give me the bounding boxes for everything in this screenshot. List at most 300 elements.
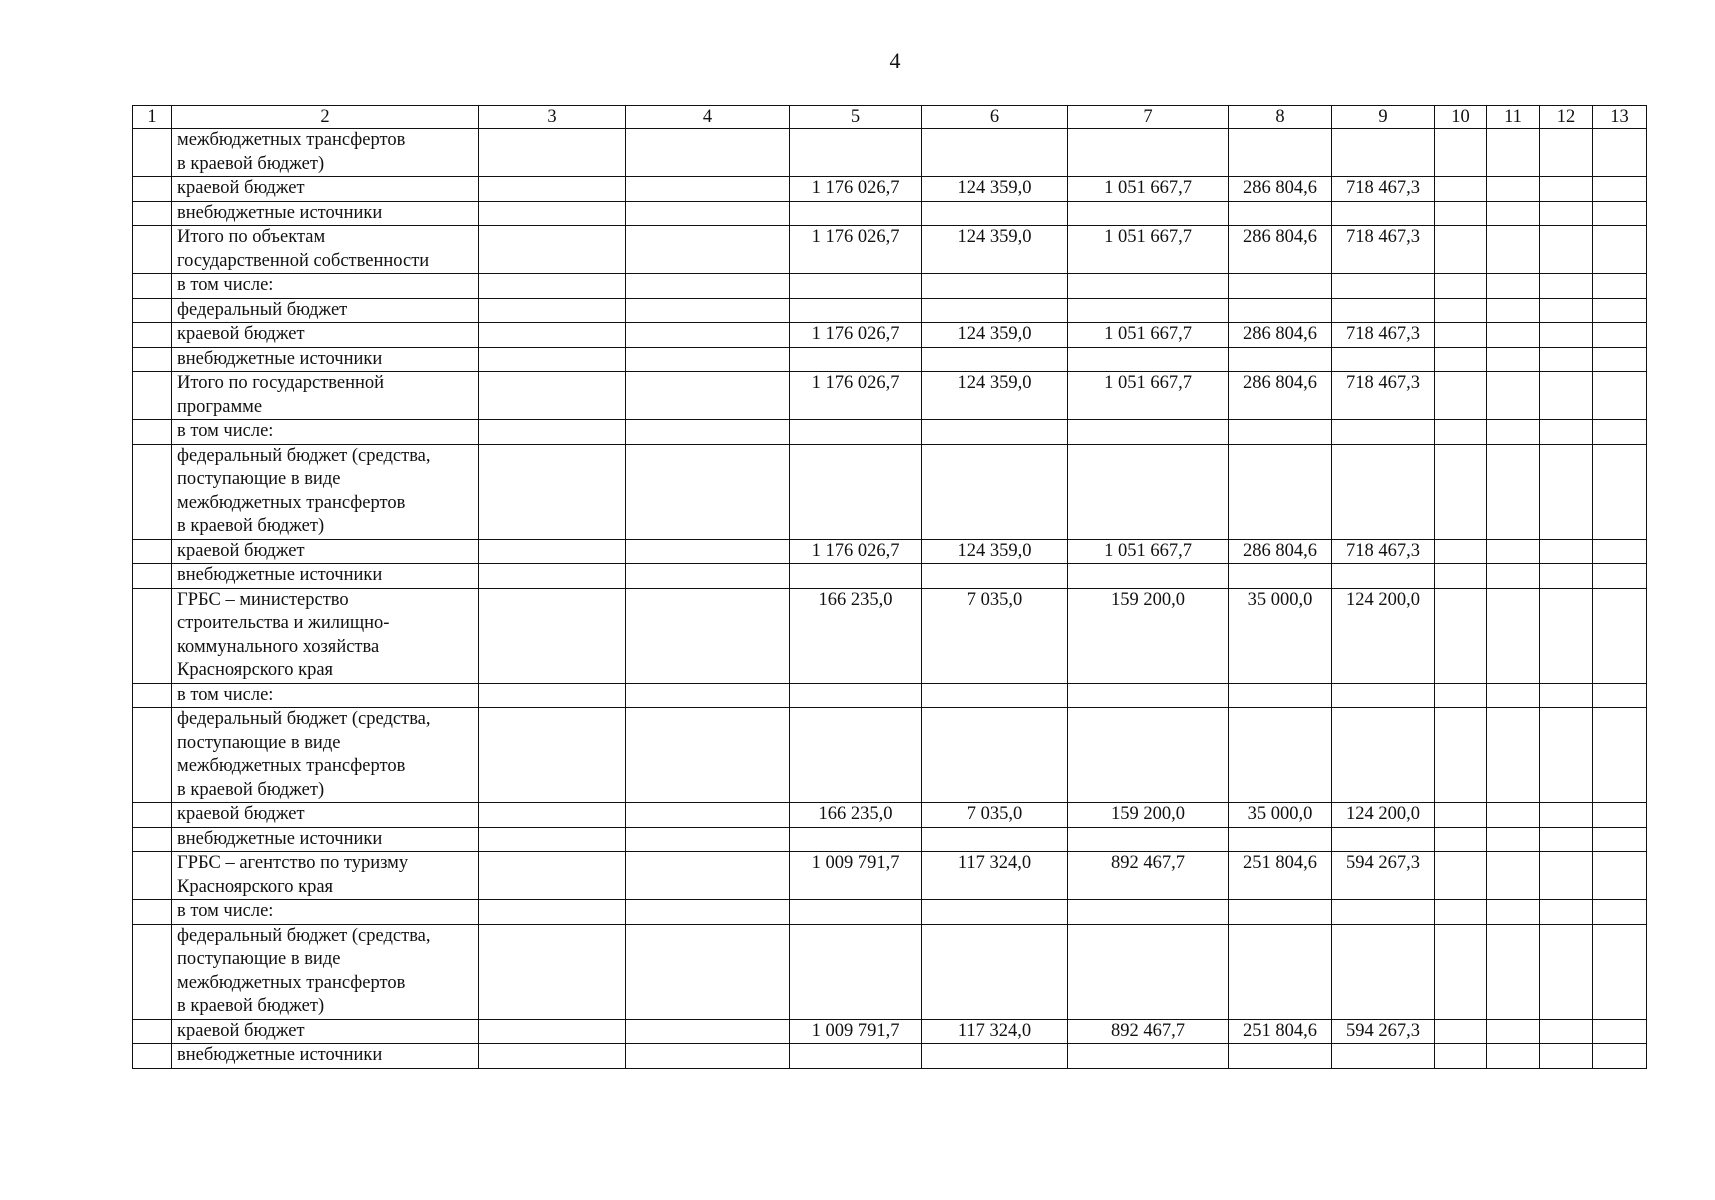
value-col-7 bbox=[1068, 420, 1229, 445]
value-col-6: 117 324,0 bbox=[922, 852, 1068, 900]
empty-cell-col-3 bbox=[479, 274, 626, 299]
empty-cell-col-4 bbox=[626, 803, 790, 828]
empty-cell-col-4 bbox=[626, 323, 790, 348]
empty-cell-col-13 bbox=[1593, 539, 1647, 564]
empty-cell-col-11 bbox=[1487, 201, 1540, 226]
column-number-3: 3 bbox=[479, 106, 626, 129]
value-col-7 bbox=[1068, 683, 1229, 708]
row-number-cell bbox=[133, 564, 172, 589]
empty-cell-col-4 bbox=[626, 444, 790, 539]
row-number-cell bbox=[133, 708, 172, 803]
empty-cell-col-4 bbox=[626, 372, 790, 420]
column-number-12: 12 bbox=[1540, 106, 1593, 129]
empty-cell-col-3 bbox=[479, 708, 626, 803]
table-row bbox=[133, 347, 1647, 372]
empty-cell-col-13 bbox=[1593, 372, 1647, 420]
value-col-8: 286 804,6 bbox=[1229, 539, 1332, 564]
value-col-8 bbox=[1229, 347, 1332, 372]
empty-cell-col-10 bbox=[1435, 323, 1487, 348]
value-col-5 bbox=[790, 564, 922, 589]
empty-cell-col-4 bbox=[626, 298, 790, 323]
row-number-cell bbox=[133, 900, 172, 925]
empty-cell-col-10 bbox=[1435, 827, 1487, 852]
row-label: краевой бюджет bbox=[172, 177, 479, 202]
table-body bbox=[133, 129, 1647, 1069]
empty-cell-col-12 bbox=[1540, 129, 1593, 177]
empty-cell-col-3 bbox=[479, 539, 626, 564]
value-col-7: 1 051 667,7 bbox=[1068, 226, 1229, 274]
table-row bbox=[133, 539, 1647, 564]
value-col-9 bbox=[1332, 298, 1435, 323]
row-number-cell bbox=[133, 347, 172, 372]
value-col-9: 718 467,3 bbox=[1332, 539, 1435, 564]
empty-cell-col-4 bbox=[626, 564, 790, 589]
empty-cell-col-4 bbox=[626, 588, 790, 683]
empty-cell-col-13 bbox=[1593, 683, 1647, 708]
value-col-8: 286 804,6 bbox=[1229, 372, 1332, 420]
empty-cell-col-4 bbox=[626, 1044, 790, 1069]
table-row bbox=[133, 372, 1647, 420]
table-row bbox=[133, 323, 1647, 348]
empty-cell-col-3 bbox=[479, 372, 626, 420]
value-col-5: 1 176 026,7 bbox=[790, 372, 922, 420]
value-col-8 bbox=[1229, 201, 1332, 226]
value-col-6 bbox=[922, 708, 1068, 803]
empty-cell-col-4 bbox=[626, 708, 790, 803]
value-col-7 bbox=[1068, 129, 1229, 177]
empty-cell-col-13 bbox=[1593, 201, 1647, 226]
empty-cell-col-11 bbox=[1487, 900, 1540, 925]
empty-cell-col-13 bbox=[1593, 564, 1647, 589]
empty-cell-col-11 bbox=[1487, 444, 1540, 539]
empty-cell-col-13 bbox=[1593, 129, 1647, 177]
row-label: федеральный бюджет bbox=[172, 298, 479, 323]
value-col-5 bbox=[790, 129, 922, 177]
empty-cell-col-12 bbox=[1540, 683, 1593, 708]
value-col-9 bbox=[1332, 564, 1435, 589]
row-label: федеральный бюджет (средства, поступающие в виде межбюджетных трансфертов в краевой бюджет) bbox=[172, 444, 479, 539]
empty-cell-col-11 bbox=[1487, 323, 1540, 348]
empty-cell-col-4 bbox=[626, 420, 790, 445]
empty-cell-col-11 bbox=[1487, 1044, 1540, 1069]
value-col-7 bbox=[1068, 708, 1229, 803]
empty-cell-col-11 bbox=[1487, 588, 1540, 683]
empty-cell-col-10 bbox=[1435, 177, 1487, 202]
table-row bbox=[133, 177, 1647, 202]
empty-cell-col-11 bbox=[1487, 372, 1540, 420]
value-col-6: 7 035,0 bbox=[922, 588, 1068, 683]
value-col-7: 159 200,0 bbox=[1068, 803, 1229, 828]
empty-cell-col-11 bbox=[1487, 924, 1540, 1019]
empty-cell-col-11 bbox=[1487, 274, 1540, 299]
empty-cell-col-10 bbox=[1435, 226, 1487, 274]
empty-cell-col-13 bbox=[1593, 323, 1647, 348]
value-col-5: 1 176 026,7 bbox=[790, 539, 922, 564]
value-col-5 bbox=[790, 708, 922, 803]
row-label: Итого по объектам государственной собственности bbox=[172, 226, 479, 274]
empty-cell-col-10 bbox=[1435, 201, 1487, 226]
value-col-7: 1 051 667,7 bbox=[1068, 372, 1229, 420]
empty-cell-col-12 bbox=[1540, 539, 1593, 564]
value-col-8: 251 804,6 bbox=[1229, 1019, 1332, 1044]
value-col-9: 718 467,3 bbox=[1332, 226, 1435, 274]
value-col-7: 892 467,7 bbox=[1068, 852, 1229, 900]
empty-cell-col-13 bbox=[1593, 298, 1647, 323]
empty-cell-col-3 bbox=[479, 924, 626, 1019]
value-col-9 bbox=[1332, 444, 1435, 539]
empty-cell-col-3 bbox=[479, 420, 626, 445]
value-col-8: 35 000,0 bbox=[1229, 803, 1332, 828]
table-row bbox=[133, 1019, 1647, 1044]
empty-cell-col-13 bbox=[1593, 347, 1647, 372]
row-number-cell bbox=[133, 1044, 172, 1069]
value-col-7 bbox=[1068, 924, 1229, 1019]
empty-cell-col-3 bbox=[479, 900, 626, 925]
empty-cell-col-10 bbox=[1435, 347, 1487, 372]
empty-cell-col-12 bbox=[1540, 827, 1593, 852]
row-label: внебюджетные источники bbox=[172, 1044, 479, 1069]
empty-cell-col-11 bbox=[1487, 347, 1540, 372]
table-row bbox=[133, 444, 1647, 539]
column-number-2: 2 bbox=[172, 106, 479, 129]
value-col-5: 166 235,0 bbox=[790, 803, 922, 828]
empty-cell-col-10 bbox=[1435, 444, 1487, 539]
value-col-7 bbox=[1068, 201, 1229, 226]
row-number-cell bbox=[133, 539, 172, 564]
row-number-cell bbox=[133, 201, 172, 226]
value-col-7 bbox=[1068, 827, 1229, 852]
empty-cell-col-12 bbox=[1540, 852, 1593, 900]
table-row bbox=[133, 683, 1647, 708]
table-row bbox=[133, 924, 1647, 1019]
empty-cell-col-12 bbox=[1540, 226, 1593, 274]
row-number-cell bbox=[133, 177, 172, 202]
empty-cell-col-10 bbox=[1435, 564, 1487, 589]
table-row bbox=[133, 1044, 1647, 1069]
column-number-1: 1 bbox=[133, 106, 172, 129]
column-number-13: 13 bbox=[1593, 106, 1647, 129]
row-label: в том числе: bbox=[172, 420, 479, 445]
row-label: федеральный бюджет (средства, поступающие в виде межбюджетных трансфертов в краевой бюджет) bbox=[172, 708, 479, 803]
empty-cell-col-10 bbox=[1435, 924, 1487, 1019]
row-label: ГРБС – агентство по туризму Красноярского края bbox=[172, 852, 479, 900]
empty-cell-col-13 bbox=[1593, 274, 1647, 299]
empty-cell-col-4 bbox=[626, 177, 790, 202]
empty-cell-col-4 bbox=[626, 827, 790, 852]
empty-cell-col-3 bbox=[479, 1019, 626, 1044]
column-number-8: 8 bbox=[1229, 106, 1332, 129]
empty-cell-col-10 bbox=[1435, 708, 1487, 803]
row-label: ГРБС – министерство строительства и жилищно- коммунального хозяйства Красноярского края bbox=[172, 588, 479, 683]
empty-cell-col-4 bbox=[626, 900, 790, 925]
table-row bbox=[133, 564, 1647, 589]
value-col-8 bbox=[1229, 683, 1332, 708]
value-col-5 bbox=[790, 274, 922, 299]
value-col-9 bbox=[1332, 1044, 1435, 1069]
value-col-6 bbox=[922, 924, 1068, 1019]
row-number-cell bbox=[133, 588, 172, 683]
row-label: в том числе: bbox=[172, 274, 479, 299]
empty-cell-col-4 bbox=[626, 539, 790, 564]
empty-cell-col-3 bbox=[479, 564, 626, 589]
value-col-5 bbox=[790, 298, 922, 323]
empty-cell-col-11 bbox=[1487, 708, 1540, 803]
table-row bbox=[133, 298, 1647, 323]
empty-cell-col-13 bbox=[1593, 827, 1647, 852]
value-col-6: 124 359,0 bbox=[922, 372, 1068, 420]
value-col-5: 1 176 026,7 bbox=[790, 226, 922, 274]
row-number-cell bbox=[133, 298, 172, 323]
row-label: в том числе: bbox=[172, 900, 479, 925]
empty-cell-col-12 bbox=[1540, 900, 1593, 925]
empty-cell-col-11 bbox=[1487, 539, 1540, 564]
empty-cell-col-11 bbox=[1487, 852, 1540, 900]
value-col-6: 124 359,0 bbox=[922, 323, 1068, 348]
column-number-6: 6 bbox=[922, 106, 1068, 129]
empty-cell-col-11 bbox=[1487, 827, 1540, 852]
empty-cell-col-4 bbox=[626, 852, 790, 900]
value-col-9 bbox=[1332, 347, 1435, 372]
empty-cell-col-11 bbox=[1487, 177, 1540, 202]
value-col-6 bbox=[922, 274, 1068, 299]
value-col-6 bbox=[922, 298, 1068, 323]
table-row bbox=[133, 900, 1647, 925]
value-col-9: 124 200,0 bbox=[1332, 803, 1435, 828]
value-col-5: 1 009 791,7 bbox=[790, 1019, 922, 1044]
value-col-8 bbox=[1229, 298, 1332, 323]
empty-cell-col-12 bbox=[1540, 803, 1593, 828]
value-col-8 bbox=[1229, 564, 1332, 589]
empty-cell-col-3 bbox=[479, 177, 626, 202]
empty-cell-col-13 bbox=[1593, 420, 1647, 445]
row-number-cell bbox=[133, 852, 172, 900]
empty-cell-col-11 bbox=[1487, 564, 1540, 589]
empty-cell-col-12 bbox=[1540, 420, 1593, 445]
empty-cell-col-13 bbox=[1593, 588, 1647, 683]
empty-cell-col-3 bbox=[479, 683, 626, 708]
value-col-6 bbox=[922, 827, 1068, 852]
empty-cell-col-12 bbox=[1540, 347, 1593, 372]
empty-cell-col-10 bbox=[1435, 900, 1487, 925]
value-col-6 bbox=[922, 1044, 1068, 1069]
row-label: краевой бюджет bbox=[172, 1019, 479, 1044]
row-label: краевой бюджет bbox=[172, 323, 479, 348]
value-col-6: 117 324,0 bbox=[922, 1019, 1068, 1044]
empty-cell-col-10 bbox=[1435, 683, 1487, 708]
value-col-9: 594 267,3 bbox=[1332, 1019, 1435, 1044]
empty-cell-col-13 bbox=[1593, 444, 1647, 539]
empty-cell-col-3 bbox=[479, 226, 626, 274]
empty-cell-col-12 bbox=[1540, 924, 1593, 1019]
row-number-cell bbox=[133, 420, 172, 445]
value-col-7 bbox=[1068, 900, 1229, 925]
value-col-8: 35 000,0 bbox=[1229, 588, 1332, 683]
row-number-cell bbox=[133, 129, 172, 177]
value-col-5 bbox=[790, 1044, 922, 1069]
empty-cell-col-4 bbox=[626, 1019, 790, 1044]
value-col-6: 124 359,0 bbox=[922, 226, 1068, 274]
column-number-11: 11 bbox=[1487, 106, 1540, 129]
budget-table bbox=[132, 105, 1647, 1069]
empty-cell-col-12 bbox=[1540, 1044, 1593, 1069]
empty-cell-col-4 bbox=[626, 924, 790, 1019]
row-label: Итого по государственной программе bbox=[172, 372, 479, 420]
value-col-9 bbox=[1332, 683, 1435, 708]
value-col-8 bbox=[1229, 827, 1332, 852]
empty-cell-col-13 bbox=[1593, 1044, 1647, 1069]
value-col-5 bbox=[790, 683, 922, 708]
column-number-9: 9 bbox=[1332, 106, 1435, 129]
empty-cell-col-10 bbox=[1435, 539, 1487, 564]
table-row bbox=[133, 827, 1647, 852]
value-col-6 bbox=[922, 420, 1068, 445]
row-number-cell bbox=[133, 444, 172, 539]
value-col-5: 1 009 791,7 bbox=[790, 852, 922, 900]
page-number: 4 bbox=[889, 48, 901, 73]
value-col-9: 718 467,3 bbox=[1332, 372, 1435, 420]
value-col-5: 166 235,0 bbox=[790, 588, 922, 683]
row-number-cell bbox=[133, 372, 172, 420]
empty-cell-col-12 bbox=[1540, 708, 1593, 803]
empty-cell-col-12 bbox=[1540, 564, 1593, 589]
value-col-6: 7 035,0 bbox=[922, 803, 1068, 828]
column-number-row bbox=[133, 106, 1647, 129]
value-col-9 bbox=[1332, 420, 1435, 445]
empty-cell-col-12 bbox=[1540, 444, 1593, 539]
value-col-9 bbox=[1332, 827, 1435, 852]
empty-cell-col-3 bbox=[479, 444, 626, 539]
value-col-8 bbox=[1229, 924, 1332, 1019]
value-col-5 bbox=[790, 900, 922, 925]
empty-cell-col-10 bbox=[1435, 803, 1487, 828]
empty-cell-col-10 bbox=[1435, 1019, 1487, 1044]
table-row bbox=[133, 129, 1647, 177]
row-label: краевой бюджет bbox=[172, 539, 479, 564]
empty-cell-col-3 bbox=[479, 298, 626, 323]
row-label: внебюджетные источники bbox=[172, 347, 479, 372]
empty-cell-col-11 bbox=[1487, 420, 1540, 445]
value-col-6 bbox=[922, 129, 1068, 177]
value-col-8 bbox=[1229, 420, 1332, 445]
empty-cell-col-12 bbox=[1540, 201, 1593, 226]
empty-cell-col-12 bbox=[1540, 1019, 1593, 1044]
value-col-7: 1 051 667,7 bbox=[1068, 539, 1229, 564]
empty-cell-col-13 bbox=[1593, 177, 1647, 202]
empty-cell-col-12 bbox=[1540, 274, 1593, 299]
table-row bbox=[133, 708, 1647, 803]
empty-cell-col-13 bbox=[1593, 708, 1647, 803]
value-col-8 bbox=[1229, 708, 1332, 803]
empty-cell-col-12 bbox=[1540, 177, 1593, 202]
column-number-7: 7 bbox=[1068, 106, 1229, 129]
value-col-6: 124 359,0 bbox=[922, 539, 1068, 564]
value-col-5 bbox=[790, 347, 922, 372]
empty-cell-col-10 bbox=[1435, 129, 1487, 177]
empty-cell-col-11 bbox=[1487, 298, 1540, 323]
value-col-5 bbox=[790, 827, 922, 852]
value-col-8: 251 804,6 bbox=[1229, 852, 1332, 900]
value-col-9 bbox=[1332, 274, 1435, 299]
row-label: внебюджетные источники bbox=[172, 201, 479, 226]
empty-cell-col-3 bbox=[479, 803, 626, 828]
value-col-7 bbox=[1068, 347, 1229, 372]
empty-cell-col-3 bbox=[479, 852, 626, 900]
empty-cell-col-3 bbox=[479, 201, 626, 226]
value-col-6 bbox=[922, 683, 1068, 708]
empty-cell-col-10 bbox=[1435, 420, 1487, 445]
value-col-7: 159 200,0 bbox=[1068, 588, 1229, 683]
value-col-9 bbox=[1332, 924, 1435, 1019]
empty-cell-col-13 bbox=[1593, 803, 1647, 828]
row-label: федеральный бюджет (средства, поступающие в виде межбюджетных трансфертов в краевой бюджет) bbox=[172, 924, 479, 1019]
value-col-5: 1 176 026,7 bbox=[790, 177, 922, 202]
value-col-6 bbox=[922, 444, 1068, 539]
empty-cell-col-11 bbox=[1487, 683, 1540, 708]
empty-cell-col-4 bbox=[626, 274, 790, 299]
value-col-8: 286 804,6 bbox=[1229, 323, 1332, 348]
empty-cell-col-11 bbox=[1487, 129, 1540, 177]
empty-cell-col-4 bbox=[626, 129, 790, 177]
column-number-5: 5 bbox=[790, 106, 922, 129]
value-col-7 bbox=[1068, 298, 1229, 323]
empty-cell-col-3 bbox=[479, 323, 626, 348]
empty-cell-col-3 bbox=[479, 1044, 626, 1069]
value-col-7 bbox=[1068, 444, 1229, 539]
value-col-9 bbox=[1332, 900, 1435, 925]
empty-cell-col-13 bbox=[1593, 226, 1647, 274]
value-col-8: 286 804,6 bbox=[1229, 177, 1332, 202]
table-row bbox=[133, 588, 1647, 683]
value-col-7 bbox=[1068, 274, 1229, 299]
value-col-8 bbox=[1229, 900, 1332, 925]
table-row bbox=[133, 226, 1647, 274]
empty-cell-col-13 bbox=[1593, 900, 1647, 925]
value-col-9 bbox=[1332, 129, 1435, 177]
empty-cell-col-3 bbox=[479, 827, 626, 852]
row-label: в том числе: bbox=[172, 683, 479, 708]
value-col-9 bbox=[1332, 708, 1435, 803]
table-row bbox=[133, 274, 1647, 299]
value-col-8: 286 804,6 bbox=[1229, 226, 1332, 274]
empty-cell-col-12 bbox=[1540, 372, 1593, 420]
row-number-cell bbox=[133, 803, 172, 828]
row-number-cell bbox=[133, 827, 172, 852]
empty-cell-col-10 bbox=[1435, 298, 1487, 323]
row-number-cell bbox=[133, 226, 172, 274]
row-label: краевой бюджет bbox=[172, 803, 479, 828]
value-col-5 bbox=[790, 201, 922, 226]
value-col-6: 124 359,0 bbox=[922, 177, 1068, 202]
value-col-5: 1 176 026,7 bbox=[790, 323, 922, 348]
row-number-cell bbox=[133, 924, 172, 1019]
empty-cell-col-12 bbox=[1540, 588, 1593, 683]
empty-cell-col-13 bbox=[1593, 1019, 1647, 1044]
column-number-10: 10 bbox=[1435, 106, 1487, 129]
empty-cell-col-3 bbox=[479, 588, 626, 683]
empty-cell-col-13 bbox=[1593, 852, 1647, 900]
value-col-5 bbox=[790, 444, 922, 539]
row-label: межбюджетных трансфертов в краевой бюджет) bbox=[172, 129, 479, 177]
value-col-9: 718 467,3 bbox=[1332, 177, 1435, 202]
empty-cell-col-3 bbox=[479, 347, 626, 372]
row-label: внебюджетные источники bbox=[172, 564, 479, 589]
table-row bbox=[133, 852, 1647, 900]
value-col-8 bbox=[1229, 274, 1332, 299]
table-row bbox=[133, 803, 1647, 828]
value-col-6 bbox=[922, 900, 1068, 925]
value-col-7: 892 467,7 bbox=[1068, 1019, 1229, 1044]
empty-cell-col-10 bbox=[1435, 1044, 1487, 1069]
